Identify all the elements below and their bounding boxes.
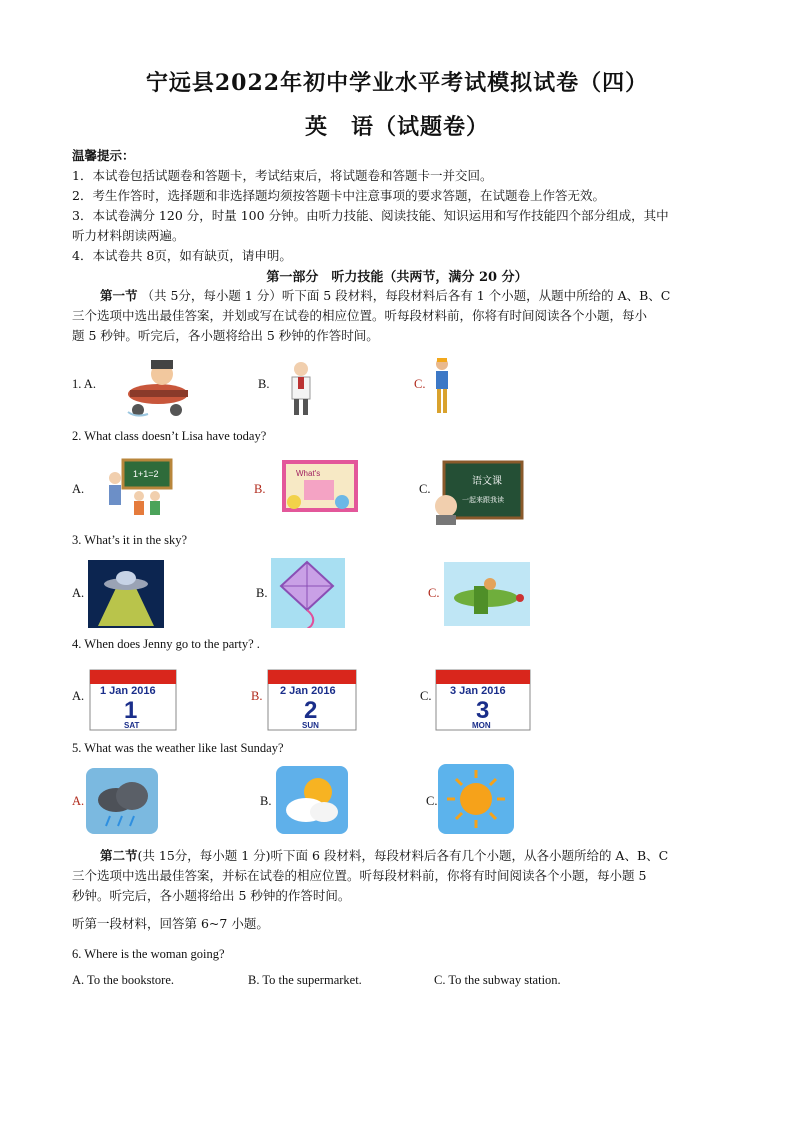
cal-b-num: 2	[304, 697, 318, 724]
cal-b-date: 2 Jan 2016	[280, 685, 336, 697]
section2-line-2: 三个选项中选出最佳答案，并标在试卷的相应位置。听每段材料前，你将有时间阅读各个小题，每小题 5	[72, 868, 647, 883]
board-c-title: 语文课	[472, 476, 502, 487]
board-c-sub: 一起来跟我读	[462, 496, 504, 504]
worker-image	[430, 356, 454, 416]
airplane-image	[444, 562, 530, 626]
tip-3: 3．本试卷满分 120 分，时量 100 分钟。由听力技能、阅读技能、知识运用和写作技能四个部分组成，其中	[72, 208, 669, 223]
pilot-plane-image	[118, 352, 198, 420]
partly-cloudy-image	[276, 766, 348, 834]
tip-4: 4．本试卷共 8页，如有缺页，请申明。	[72, 248, 292, 263]
tip-1: 1．本试卷包括试题卷和答题卡，考试结束后，将试题卷和答题卡一并交回。	[72, 168, 493, 183]
cal-c-day: MON	[472, 721, 491, 730]
q3-option-c-label: C.	[428, 586, 440, 600]
section2-text-1: (共 15分，每小题 1 分)听下面 6 段材料，每段材料后各有几个小题，从各小题所给的 A、B、C	[137, 848, 669, 863]
board-b-text: What's	[296, 469, 321, 478]
q2-prompt: 2. What class doesn’t Lisa have today?	[72, 429, 267, 443]
tips-heading: 温馨提示：	[72, 148, 135, 163]
q5-option-c-label: C.	[426, 794, 438, 808]
q1-option-c-label: C.	[414, 377, 426, 391]
q4-option-a-label: A.	[72, 689, 85, 703]
q4-prompt: 4. When does Jenny go to the party? .	[72, 637, 260, 651]
q3-option-b-label: B.	[256, 586, 268, 600]
section2-instruction: 听第一段材料，回答第 6~7 小题。	[72, 916, 269, 931]
q3-prompt: 3. What’s it in the sky?	[72, 533, 188, 547]
q3-option-a-label: A.	[72, 586, 85, 600]
section2-label: 第二节	[100, 848, 138, 863]
doctor-image	[284, 360, 318, 418]
cal-a-num: 1	[124, 697, 138, 724]
q4-option-c-label: C.	[420, 689, 432, 703]
cal-c-num: 3	[476, 697, 490, 724]
q6-prompt: 6. Where is the woman going?	[72, 947, 225, 961]
calendar-jan-3-image	[434, 666, 532, 732]
page-title: 宁远县2022年初中学业水平考试模拟试卷（四）	[145, 70, 649, 96]
q4-option-b-label: B.	[251, 689, 263, 703]
cal-a-date: 1 Jan 2016	[100, 685, 156, 697]
q1-option-a-label: 1. A.	[72, 377, 96, 391]
section1-text-1: （共 5分，每小题 1 分）听下面 5 段材料，每段材料后各有 1 个小题，从题中所给的 A、B、C	[137, 288, 671, 303]
sunny-weather-image	[438, 764, 514, 834]
calendar-jan-1-image	[88, 666, 178, 732]
part1-heading: 第一部分 听力技能（共两节，满分 20 分）	[266, 270, 528, 285]
q6-option-a: A. To the bookstore.	[72, 973, 175, 987]
svg-text:1+1=2: 1+1=2	[133, 469, 159, 479]
section2-line-3: 秒钟。听完后，各小题将给出 5 秒钟的作答时间。	[72, 888, 351, 903]
section1-label: 第一节	[100, 288, 138, 303]
page-subtitle: 英 语（试题卷）	[304, 114, 489, 140]
section1-line-1	[100, 286, 724, 306]
q6-option-b: B. To the supermarket.	[248, 973, 362, 987]
cal-c-date: 3 Jan 2016	[450, 685, 506, 697]
q6-option-c: C. To the subway station.	[434, 973, 561, 987]
calendar-jan-2-image	[266, 666, 358, 732]
cal-b-day: SUN	[302, 721, 319, 730]
section1-line-2: 三个选项中选出最佳答案，并划或写在试卷的相应位置。听每段材料前，你将有时间阅读各个小题，每小	[72, 308, 648, 323]
tip-2: 2．考生作答时，选择题和非选择题均须按答题卡中注意事项的要求答题，在试题卷上作答无效。	[72, 188, 605, 203]
q1-option-b-label: B.	[258, 377, 270, 391]
section1-line-3: 题 5 秒钟。听完后，各小题将给出 5 秒钟的作答时间。	[72, 328, 379, 343]
kite-image	[271, 558, 345, 628]
english-class-image	[280, 458, 360, 520]
q5-option-a-label: A.	[72, 794, 85, 808]
chinese-class-image	[432, 460, 524, 526]
q2-option-a-label: A.	[72, 482, 85, 496]
q2-option-c-label: C.	[419, 482, 431, 496]
tip-3-cont: 听力材料朗读两遍。	[72, 228, 185, 243]
q2-option-b-label: B.	[254, 482, 266, 496]
ufo-image	[88, 560, 164, 628]
cal-a-day: SAT	[124, 721, 140, 730]
section2-line-1	[100, 846, 724, 866]
q5-prompt: 5. What was the weather like last Sunday?	[72, 741, 284, 755]
rainy-weather-image	[86, 768, 158, 834]
q5-option-b-label: B.	[260, 794, 272, 808]
math-class-image	[103, 458, 173, 520]
